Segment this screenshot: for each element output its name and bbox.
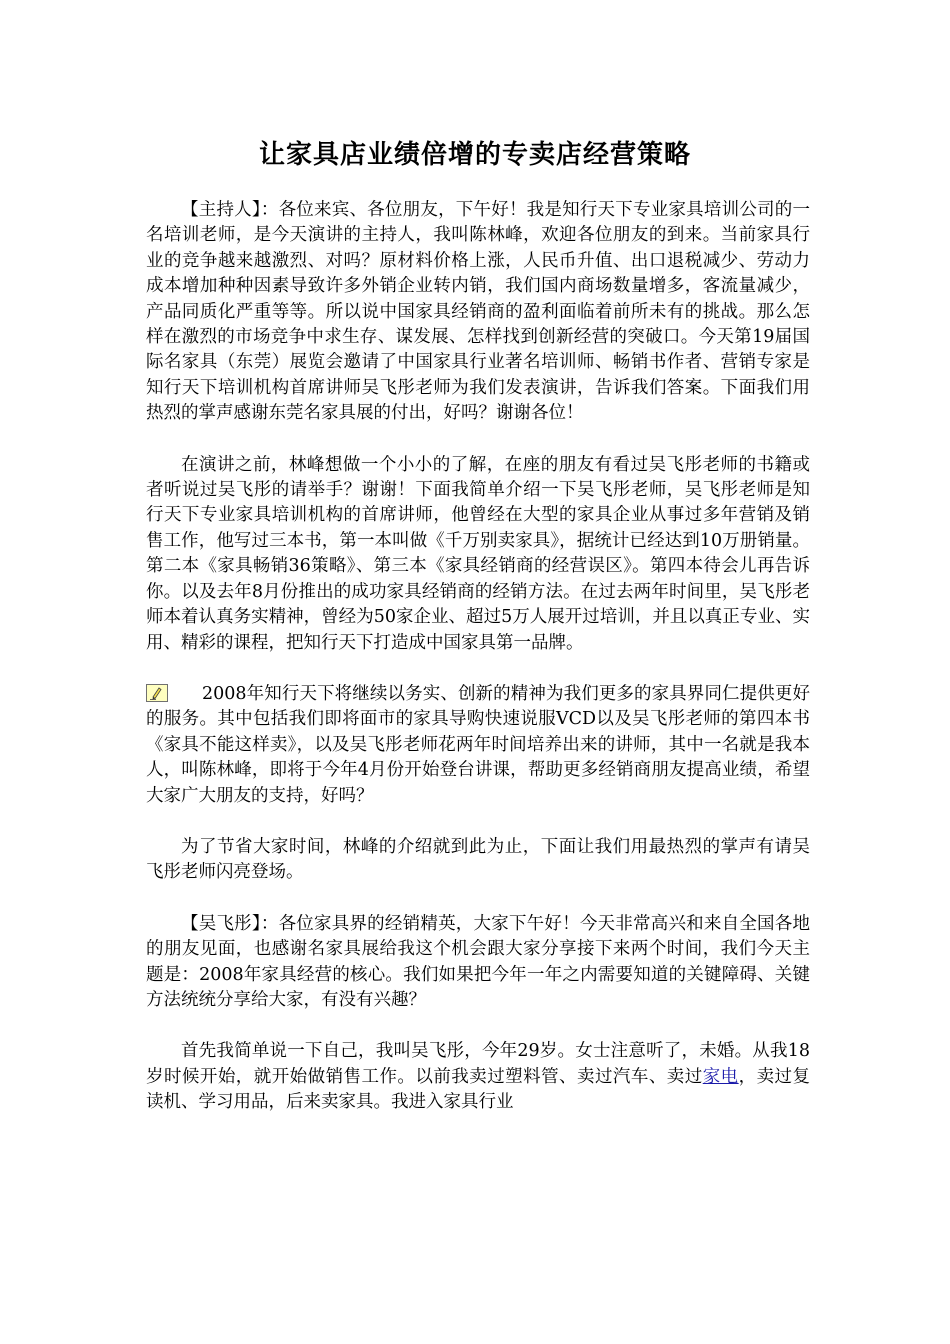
appliance-link[interactable]: 家电 bbox=[702, 1066, 739, 1087]
paragraph-self-intro bbox=[146, 1039, 810, 1115]
self-intro-text-2: ，卖过复读机、学习用品，后来卖家具。我进入家具行业 bbox=[146, 1066, 811, 1113]
memo-pencil-icon[interactable] bbox=[146, 684, 168, 702]
document-title: 让家具店业绩倍增的专卖店经营策略 bbox=[258, 140, 691, 170]
paragraph-2008-plan-text: 2008年知行天下将继续以务实、创新的精神为我们更多的家具界同仁提供更好的服务。其中包括我们即将面市的家具导购快速说服VCD以及吴飞彤老师的第四本书《家具不能这样卖》，以及吴飞彤老师花两年时间培养出来的讲师，其中一名就是我本人，叫陈林峰，即将于今年4月份开始登台讲课，帮助更多经销商朋友提高业绩，希望大家广大朋友的支持，好吗？ bbox=[146, 683, 810, 806]
paragraph-speaker-intro: 在演讲之前，林峰想做一个小小的了解，在座的朋友有看过吴飞彤老师的书籍或者听说过吴飞彤的请举手？谢谢！下面我简单介绍一下吴飞彤老师，吴飞彤老师是知行天下专业家具培训机构的首席讲师，他曾经在大型的家具企业从事过多年营销及销售工作，他写过三本书，第一本叫做《千万别卖家具》，据统计已经达到10万册销量。第二本《家具畅销36策略》、第三本《家具经销商的经营误区》。第四本待会儿再告诉你。以及去年8月份推出的成功家具经销商的经销方法。在过去两年时间里，吴飞彤老师本着认真务实精神，曾经为50家企业、超过5万人展开过培训，并且以真正专业、实用、精彩的课程，把知行天下打造成中国家具第一品牌。 bbox=[146, 454, 810, 653]
document-body bbox=[146, 198, 810, 1142]
self-intro-text-1: 首先我简单说一下自己，我叫吴飞彤，今年29岁。女士注意听了，未婚。从我18岁时候开始，就开始做销售工作。以前我卖过塑料管、卖过汽车、卖过 bbox=[146, 1041, 810, 1087]
paragraph-host-intro: 【主持人】：各位来宾、各位朋友，下午好！我是知行天下专业家具培训公司的一名培训老师，是今天演讲的主持人，我叫陈林峰，欢迎各位朋友的到来。当前家具行业的竞争越来越激烈、对吗？原材料价格上涨，人民币升值、出口退税减少、劳动力成本增加种种因素导致许多外销企业转内销，我们国内商场数量增多，客流量减少，产品同质化严重等等。所以说中国家具经销商的盈利面临着前所未有的挑战。那么怎样在激烈的市场竞争中求生存、谋发展、怎样找到创新经营的突破口。今天第19届国际名家具（东莞）展览会邀请了中国家具行业著名培训师、畅销书作者、营销专家是知行天下培训机构首席讲师吴飞彤老师为我们发表演讲，告诉我们答案。下面我们用热烈的掌声感谢东莞名家具展的付出，好吗？谢谢各位！ bbox=[146, 200, 810, 424]
paragraph-speaker-opening: 【吴飞彤】：各位家具界的经销精英，大家下午好！今天非常高兴和来自全国各地的朋友见面，也感谢名家具展给我这个机会跟大家分享接下来两个时间，我们今天主题是：2008年家具经营的核心。我们如果把今年一年之内需要知道的关键障碍、关键方法统统分享给大家，有没有兴趣？ bbox=[146, 913, 810, 1010]
paragraph-2008-plan bbox=[146, 682, 810, 809]
paragraph-transition: 为了节省大家时间，林峰的介绍就到此为止，下面让我们用最热烈的掌声有请吴飞彤老师闪亮登场。 bbox=[146, 836, 810, 883]
